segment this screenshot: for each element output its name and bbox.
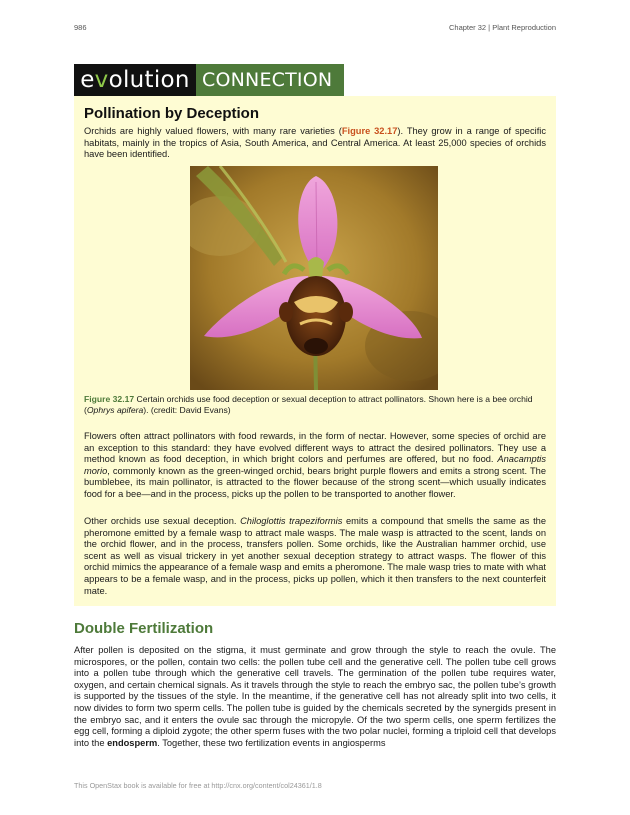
- section-title: Double Fertilization: [74, 620, 214, 637]
- key-term-endosperm: endosperm: [107, 737, 158, 748]
- caption-species: Ophrys apifera: [86, 405, 144, 415]
- banner-evolution-rest: olution: [108, 67, 190, 93]
- footer-note: This OpenStax book is available for free at http://cnx.org/content/col24361/1.8: [74, 781, 322, 790]
- banner-evolution-wordmark: [74, 64, 196, 96]
- p3-text-a: Other orchids use sexual deception.: [84, 516, 241, 526]
- feature-box: [74, 96, 556, 606]
- orchid-illustration: [190, 166, 438, 390]
- p1-text-a: Orchids are highly valued flowers, with many rare varieties (: [84, 126, 342, 136]
- figure-ref-link[interactable]: Figure 32.17: [341, 126, 398, 136]
- banner-leaf-v: v: [94, 67, 109, 93]
- p3-species: Chiloglottis trapeziformis: [240, 516, 343, 526]
- figure-caption: [84, 394, 546, 416]
- body-paragraph: [74, 645, 556, 749]
- body-text-a: After pollen is deposited on the stigma, it must germinate and grow through the style to reach the ovule. The microspores, or the pollen, contain two cells: the pollen tube cell and the generative cell. The pollen tube cell grows into a pollen tube through which the generative cell travels. The germination of the pollen tube requires water, oxygen, and certain chemical signals. As it travels through the style to reach the embryo sac, the pollen tube’s growth is supported by the tissues of the style. In the meantime, if the generative cell has not already split into two cells, it now divides to form two sperm cells. The pollen tube is guided by the chemicals secreted by the synergids present in the embryo sac, and it enters the ovule sac through the micropyle. Of the two sperm cells, one sperm fertilizes the egg cell, forming a diploid zygote; the other sperm fuses with the two polar nuclei, forming a triploid cell that develops into the: [74, 645, 556, 748]
- p2-species: Anacamptis morio: [84, 454, 546, 476]
- caption-text-a: Certain orchids use food deception or sexual deception to attract pollinators. Shown here is a bee orchid (: [84, 394, 533, 415]
- feature-title: Pollination by Deception: [84, 105, 260, 122]
- feature-paragraph-3: [84, 516, 546, 597]
- feature-paragraph-1: [84, 126, 546, 161]
- orchid-photo: [190, 166, 438, 390]
- p3-text-b: emits a compound that smells the same as the pheromone emitted by a female wasp to attract male wasps. The male wasp is attracted to the scent, lands on the orchid flower, and in the process, transfers pollen. Some orchids, like the Australian hammer orchid, use scent as well as visual trickery in yet another sexual deception strategy to attract wasps. The flower of this orchid mimics the appearance of a female wasp and emits a pheromone. The male wasp tries to mate with what appears to be a female wasp, and in the process, picks up pollen, which it then transfers to the next counterfeit mate.: [84, 516, 546, 596]
- figure-label: Figure 32.17: [84, 394, 135, 404]
- page-number: 986: [74, 23, 87, 32]
- feature-paragraph-2: [84, 431, 546, 501]
- evolution-connection-banner: [74, 64, 344, 96]
- banner-evolution-e: e: [80, 67, 95, 93]
- body-text-b: . Together, these two fertilization events in angiosperms: [157, 737, 386, 748]
- p1-text-b: ). They grow in a range of specific habitats, mainly in the tropics of Asia, South America, and Central America. At least 25,000 species of orchids have been identified.: [84, 126, 546, 160]
- running-head: Chapter 32 | Plant Reproduction: [448, 23, 556, 32]
- caption-text-b: ). (credit: David Evans): [143, 405, 231, 415]
- p2-text-a: Flowers often attract pollinators with food rewards, in the form of nectar. However, some species of orchid are an exception to this standard: they have evolved different ways to attract the desired pollinators. They use a method known as food deception, in which bright colors and perfumes are offered, but no food.: [84, 431, 546, 465]
- banner-connection-label: CONNECTION: [196, 64, 344, 96]
- p2-text-b: , commonly known as the green-winged orchid, bears bright purple flowers and emits a strong scent. The bumblebee, its main pollinator, is attracted to the flower because of the strong scent—which usually indicates food for a bee—and in the process, picks up the pollen to be transported to another flower.: [84, 465, 546, 499]
